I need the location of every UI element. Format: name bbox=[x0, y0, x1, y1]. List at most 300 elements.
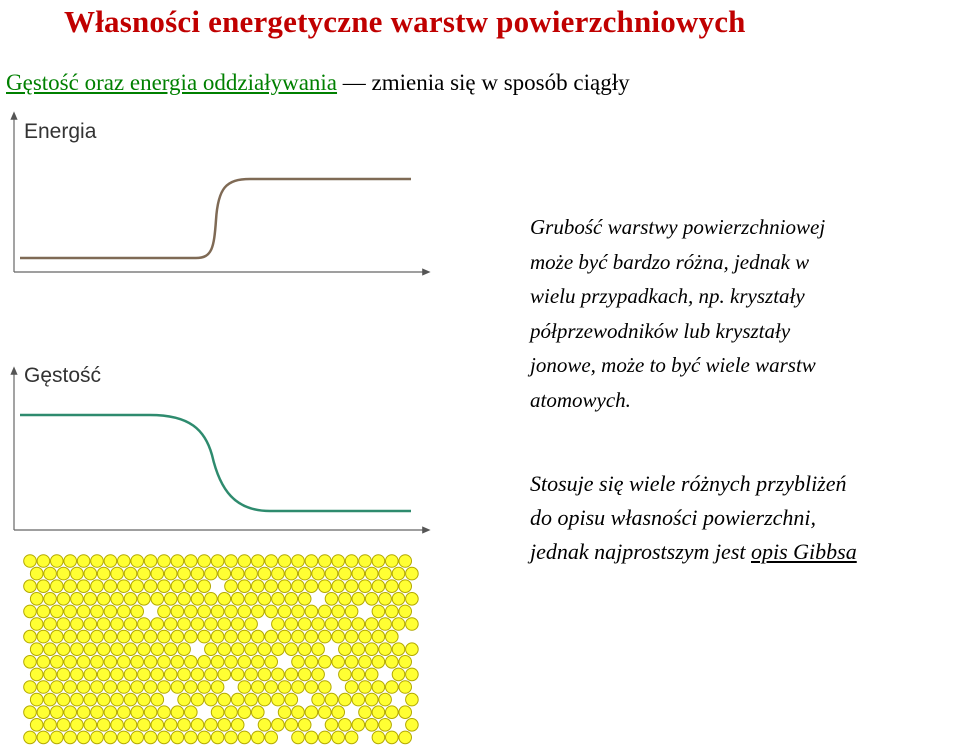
atom-circle bbox=[104, 555, 117, 568]
atom-circle bbox=[372, 706, 385, 719]
atom-circle bbox=[406, 567, 419, 580]
atom-circle bbox=[144, 555, 157, 568]
atom-circle bbox=[91, 731, 104, 744]
atom-circle bbox=[225, 731, 238, 744]
atom-circle bbox=[185, 555, 198, 568]
atom-circle bbox=[298, 668, 311, 681]
paragraph-line: Stosuje się wiele różnych przybliżeń bbox=[530, 471, 847, 496]
atom-circle bbox=[24, 630, 37, 643]
atom-circle bbox=[238, 580, 251, 593]
atom-circle bbox=[71, 618, 84, 631]
atom-circle bbox=[104, 605, 117, 618]
atom-circle bbox=[251, 706, 264, 719]
atom-circle bbox=[332, 555, 345, 568]
subtitle-rest: zmienia się w sposób ciągły bbox=[371, 70, 630, 95]
atom-circle bbox=[171, 605, 184, 618]
atom-circle bbox=[37, 630, 50, 643]
atom-circle bbox=[51, 580, 64, 593]
atom-circle bbox=[272, 693, 285, 706]
atom-circle bbox=[379, 618, 392, 631]
atom-circle bbox=[285, 643, 298, 656]
atom-circle bbox=[158, 630, 171, 643]
atom-circle bbox=[265, 656, 278, 669]
atom-circle bbox=[359, 580, 372, 593]
atom-circle bbox=[251, 555, 264, 568]
atom-circle bbox=[151, 668, 164, 681]
atom-circle bbox=[97, 668, 110, 681]
atom-circle bbox=[218, 593, 231, 606]
atom-circle bbox=[84, 668, 97, 681]
atom-circle bbox=[77, 656, 90, 669]
atom-circle bbox=[151, 693, 164, 706]
atom-circle bbox=[84, 693, 97, 706]
atom-circle bbox=[312, 567, 325, 580]
atom-circle bbox=[24, 605, 37, 618]
atom-circle bbox=[205, 593, 218, 606]
atom-circle bbox=[71, 719, 84, 732]
atom-circle bbox=[185, 706, 198, 719]
atom-circle bbox=[298, 719, 311, 732]
atom-circle bbox=[218, 668, 231, 681]
paragraph-line: atomowych. bbox=[530, 387, 631, 412]
atom-circle bbox=[339, 668, 352, 681]
atom-circle bbox=[118, 555, 131, 568]
atom-circle bbox=[211, 630, 224, 643]
atom-circle bbox=[399, 605, 412, 618]
atom-circle bbox=[305, 580, 318, 593]
atom-circle bbox=[144, 630, 157, 643]
atom-circle bbox=[30, 643, 43, 656]
atom-circle bbox=[406, 668, 419, 681]
atom-circle bbox=[352, 567, 365, 580]
atom-circle bbox=[164, 618, 177, 631]
atom-circle bbox=[379, 593, 392, 606]
atom-circle bbox=[285, 668, 298, 681]
atom-circle bbox=[104, 681, 117, 694]
atom-circle bbox=[77, 580, 90, 593]
atom-circle bbox=[44, 567, 57, 580]
atom-circle bbox=[292, 555, 305, 568]
atom-circle bbox=[198, 656, 211, 669]
atom-circle bbox=[245, 643, 258, 656]
atom-circle bbox=[406, 719, 419, 732]
atom-circle bbox=[144, 731, 157, 744]
atom-circle bbox=[292, 630, 305, 643]
atom-circle bbox=[151, 643, 164, 656]
atom-circle bbox=[218, 719, 231, 732]
atom-circle bbox=[158, 555, 171, 568]
atom-circle bbox=[191, 567, 204, 580]
atom-circle bbox=[399, 580, 412, 593]
atom-circle bbox=[24, 681, 37, 694]
atom-circle bbox=[91, 681, 104, 694]
atom-circle bbox=[77, 706, 90, 719]
atom-circle bbox=[57, 643, 70, 656]
atom-circle bbox=[24, 555, 37, 568]
atom-circle bbox=[198, 555, 211, 568]
atom-circle bbox=[51, 731, 64, 744]
atom-circle bbox=[305, 681, 318, 694]
atom-circle bbox=[24, 580, 37, 593]
atom-circle bbox=[198, 580, 211, 593]
atom-circle bbox=[51, 706, 64, 719]
atom-circle bbox=[37, 580, 50, 593]
atom-circle bbox=[379, 567, 392, 580]
atom-circle bbox=[111, 567, 124, 580]
atom-circle bbox=[44, 693, 57, 706]
atom-circle bbox=[265, 731, 278, 744]
atom-circle bbox=[164, 567, 177, 580]
atom-circle bbox=[158, 681, 171, 694]
atom-circle bbox=[44, 593, 57, 606]
atom-circle bbox=[406, 618, 419, 631]
atom-circle bbox=[171, 681, 184, 694]
atom-circle bbox=[332, 656, 345, 669]
atom-circle bbox=[198, 630, 211, 643]
atom-circle bbox=[258, 693, 271, 706]
atom-circle bbox=[345, 630, 358, 643]
atom-circle bbox=[131, 656, 144, 669]
atom-circle bbox=[231, 593, 244, 606]
atom-circle bbox=[319, 580, 332, 593]
density-curve bbox=[20, 415, 411, 511]
atom-circle bbox=[171, 706, 184, 719]
atom-circle bbox=[144, 681, 157, 694]
atom-circle bbox=[51, 656, 64, 669]
atom-circle bbox=[245, 593, 258, 606]
atom-circle bbox=[298, 643, 311, 656]
atom-circle bbox=[285, 593, 298, 606]
atom-circle bbox=[265, 580, 278, 593]
atom-circle bbox=[158, 580, 171, 593]
atom-circle bbox=[272, 643, 285, 656]
atom-circle bbox=[138, 593, 151, 606]
atom-circle bbox=[51, 630, 64, 643]
atom-circle bbox=[84, 643, 97, 656]
atom-circle bbox=[97, 643, 110, 656]
atom-circle bbox=[30, 719, 43, 732]
atom-circle bbox=[97, 593, 110, 606]
atom-circle bbox=[37, 706, 50, 719]
atom-circle bbox=[124, 719, 137, 732]
atom-circle bbox=[225, 605, 238, 618]
atom-circle bbox=[164, 719, 177, 732]
atom-circle bbox=[332, 605, 345, 618]
atom-circle bbox=[131, 706, 144, 719]
atom-circle bbox=[30, 693, 43, 706]
atom-circle bbox=[57, 618, 70, 631]
atom-circle bbox=[57, 693, 70, 706]
atom-circle bbox=[272, 567, 285, 580]
atom-circle bbox=[285, 618, 298, 631]
atom-circle bbox=[386, 555, 399, 568]
atom-circle bbox=[345, 656, 358, 669]
atom-circle bbox=[365, 618, 378, 631]
atom-circle bbox=[118, 656, 131, 669]
atom-circle bbox=[124, 618, 137, 631]
atom-circle bbox=[399, 555, 412, 568]
atom-circle bbox=[339, 593, 352, 606]
atom-circle bbox=[37, 656, 50, 669]
atom-circle bbox=[319, 706, 332, 719]
paragraph-line: wielu przypadkach, np. kryształy bbox=[530, 284, 805, 308]
atom-circle bbox=[352, 618, 365, 631]
atom-circle bbox=[251, 605, 264, 618]
atom-circle bbox=[325, 719, 338, 732]
atom-circle bbox=[91, 656, 104, 669]
atom-circle bbox=[205, 668, 218, 681]
atom-circle bbox=[379, 643, 392, 656]
gibbs-link[interactable]: opis Gibbsa bbox=[751, 539, 857, 564]
approximation-paragraph bbox=[530, 467, 857, 569]
atom-circle bbox=[312, 643, 325, 656]
atom-circle bbox=[171, 656, 184, 669]
paragraph-line: może być bardzo różna, jednak w bbox=[530, 249, 810, 274]
atom-circle bbox=[278, 555, 291, 568]
atom-circle bbox=[251, 731, 264, 744]
atom-circle bbox=[379, 719, 392, 732]
atom-circle bbox=[104, 656, 117, 669]
atom-circle bbox=[97, 719, 110, 732]
atom-circle bbox=[278, 605, 291, 618]
atom-circle bbox=[231, 719, 244, 732]
atom-circle bbox=[339, 643, 352, 656]
atom-circle bbox=[345, 580, 358, 593]
atom-circle bbox=[265, 605, 278, 618]
atom-circle bbox=[386, 731, 399, 744]
atom-circle bbox=[345, 731, 358, 744]
atom-circle bbox=[104, 580, 117, 593]
atom-circle bbox=[198, 605, 211, 618]
atom-circle bbox=[238, 681, 251, 694]
paragraph-line bbox=[530, 535, 857, 569]
atom-circle bbox=[292, 706, 305, 719]
atom-circle bbox=[372, 630, 385, 643]
atom-circle bbox=[71, 668, 84, 681]
atom-circle bbox=[178, 593, 191, 606]
atom-circle bbox=[151, 593, 164, 606]
atom-circle bbox=[164, 593, 177, 606]
atom-circle bbox=[185, 681, 198, 694]
atom-circle bbox=[118, 580, 131, 593]
atom-circle bbox=[151, 719, 164, 732]
atom-circle bbox=[238, 706, 251, 719]
atom-circle bbox=[77, 731, 90, 744]
atom-circle bbox=[158, 731, 171, 744]
atom-circle bbox=[359, 656, 372, 669]
atom-circle bbox=[151, 567, 164, 580]
atom-circle bbox=[124, 593, 137, 606]
atom-circle bbox=[265, 555, 278, 568]
atom-circle bbox=[71, 693, 84, 706]
atom-circle bbox=[51, 555, 64, 568]
atom-circle bbox=[325, 567, 338, 580]
atom-circle bbox=[77, 630, 90, 643]
atom-circle bbox=[144, 656, 157, 669]
atom-circle bbox=[178, 643, 191, 656]
atom-circle bbox=[372, 731, 385, 744]
atom-circle bbox=[57, 593, 70, 606]
atom-circle bbox=[211, 681, 224, 694]
atom-circle bbox=[71, 567, 84, 580]
atom-circle bbox=[205, 567, 218, 580]
atom-circle bbox=[372, 656, 385, 669]
atom-circle bbox=[118, 681, 131, 694]
atom-circle bbox=[138, 693, 151, 706]
atom-circle bbox=[30, 593, 43, 606]
atom-circle bbox=[118, 706, 131, 719]
atom-circle bbox=[305, 731, 318, 744]
atom-circle bbox=[258, 593, 271, 606]
atom-circle bbox=[372, 555, 385, 568]
atom-circle bbox=[386, 656, 399, 669]
atom-circle bbox=[359, 681, 372, 694]
atom-circle bbox=[352, 593, 365, 606]
atom-circle bbox=[44, 719, 57, 732]
atom-circle bbox=[285, 567, 298, 580]
atom-circle bbox=[91, 580, 104, 593]
atom-circle bbox=[251, 580, 264, 593]
energy-curve bbox=[20, 179, 411, 258]
atom-circle bbox=[272, 719, 285, 732]
atom-circle bbox=[386, 630, 399, 643]
atom-circle bbox=[191, 693, 204, 706]
atom-circle bbox=[158, 706, 171, 719]
atom-circle bbox=[178, 618, 191, 631]
atom-circle bbox=[392, 593, 405, 606]
atom-circle bbox=[205, 719, 218, 732]
atom-circle bbox=[91, 605, 104, 618]
atom-circle bbox=[64, 681, 77, 694]
atom-circle bbox=[44, 643, 57, 656]
atom-circle bbox=[57, 668, 70, 681]
atom-circle bbox=[124, 668, 137, 681]
atom-circle bbox=[64, 555, 77, 568]
atom-circle bbox=[131, 630, 144, 643]
atom-circle bbox=[218, 567, 231, 580]
subtitle-highlight: Gęstość oraz energia oddziaływania bbox=[6, 70, 338, 95]
atom-circle bbox=[30, 618, 43, 631]
atom-circle bbox=[205, 643, 218, 656]
atom-circle bbox=[51, 681, 64, 694]
atom-circle bbox=[185, 630, 198, 643]
atom-circle bbox=[118, 605, 131, 618]
atom-circle bbox=[365, 643, 378, 656]
atom-circle bbox=[131, 731, 144, 744]
atom-circle bbox=[64, 656, 77, 669]
atom-circle bbox=[225, 580, 238, 593]
atom-circle bbox=[386, 681, 399, 694]
atom-circle bbox=[352, 693, 365, 706]
atom-circle bbox=[332, 630, 345, 643]
atom-circle bbox=[178, 668, 191, 681]
atom-circle bbox=[84, 719, 97, 732]
atom-circle bbox=[131, 681, 144, 694]
atom-circle bbox=[231, 567, 244, 580]
atom-circle bbox=[151, 618, 164, 631]
atom-circle bbox=[278, 706, 291, 719]
atom-circle bbox=[225, 630, 238, 643]
atom-circle bbox=[372, 681, 385, 694]
atom-circle bbox=[265, 630, 278, 643]
atom-circle bbox=[111, 668, 124, 681]
paragraph-line: jonowe, może to być wiele warstw bbox=[530, 353, 816, 377]
atom-circle bbox=[231, 643, 244, 656]
atom-circle bbox=[245, 693, 258, 706]
atom-circle bbox=[352, 643, 365, 656]
paragraph-line: Grubość warstwy powierzchniowej bbox=[530, 215, 826, 239]
atom-circle bbox=[211, 731, 224, 744]
slide-title: Własności energetyczne warstw powierzchniowych bbox=[64, 4, 746, 39]
atom-circle bbox=[171, 630, 184, 643]
atom-circle bbox=[238, 630, 251, 643]
atom-circle bbox=[144, 706, 157, 719]
atom-circle bbox=[292, 605, 305, 618]
atom-circle bbox=[138, 643, 151, 656]
atom-circle bbox=[285, 719, 298, 732]
atom-circle bbox=[352, 668, 365, 681]
atom-circle bbox=[211, 706, 224, 719]
atom-circle bbox=[399, 681, 412, 694]
atom-circle bbox=[131, 605, 144, 618]
atom-circle bbox=[245, 668, 258, 681]
atom-circle bbox=[258, 668, 271, 681]
atom-circle bbox=[185, 605, 198, 618]
atom-circle bbox=[406, 643, 419, 656]
atom-circle bbox=[211, 555, 224, 568]
atom-circle bbox=[191, 719, 204, 732]
atom-circle bbox=[64, 605, 77, 618]
atom-circle bbox=[325, 593, 338, 606]
atom-circle bbox=[124, 567, 137, 580]
atom-circle bbox=[205, 618, 218, 631]
atom-circle bbox=[225, 555, 238, 568]
atom-circle bbox=[178, 719, 191, 732]
atom-circle bbox=[71, 643, 84, 656]
atom-circle bbox=[406, 693, 419, 706]
atom-circle bbox=[104, 731, 117, 744]
atom-circle bbox=[305, 605, 318, 618]
atom-circle bbox=[352, 719, 365, 732]
atom-circle bbox=[292, 580, 305, 593]
atom-circle bbox=[30, 668, 43, 681]
atom-circle bbox=[111, 693, 124, 706]
atom-circle bbox=[372, 605, 385, 618]
atom-circle bbox=[298, 593, 311, 606]
atom-circle bbox=[359, 630, 372, 643]
atom-circle bbox=[158, 605, 171, 618]
thickness-paragraph bbox=[530, 210, 825, 417]
atom-circle bbox=[97, 618, 110, 631]
atom-circle bbox=[292, 731, 305, 744]
atom-circle bbox=[71, 593, 84, 606]
atom-circle bbox=[24, 706, 37, 719]
atom-circle bbox=[64, 630, 77, 643]
atom-circle bbox=[57, 719, 70, 732]
atom-circle bbox=[365, 668, 378, 681]
atom-circle bbox=[272, 618, 285, 631]
atom-circle bbox=[251, 656, 264, 669]
atom-circle bbox=[191, 668, 204, 681]
atom-circle bbox=[225, 706, 238, 719]
atom-circle bbox=[124, 693, 137, 706]
atom-circle bbox=[305, 706, 318, 719]
atom-circle bbox=[91, 630, 104, 643]
atom-circle bbox=[392, 618, 405, 631]
atom-circle bbox=[238, 731, 251, 744]
atom-circle bbox=[292, 656, 305, 669]
atom-lattice bbox=[24, 555, 419, 744]
